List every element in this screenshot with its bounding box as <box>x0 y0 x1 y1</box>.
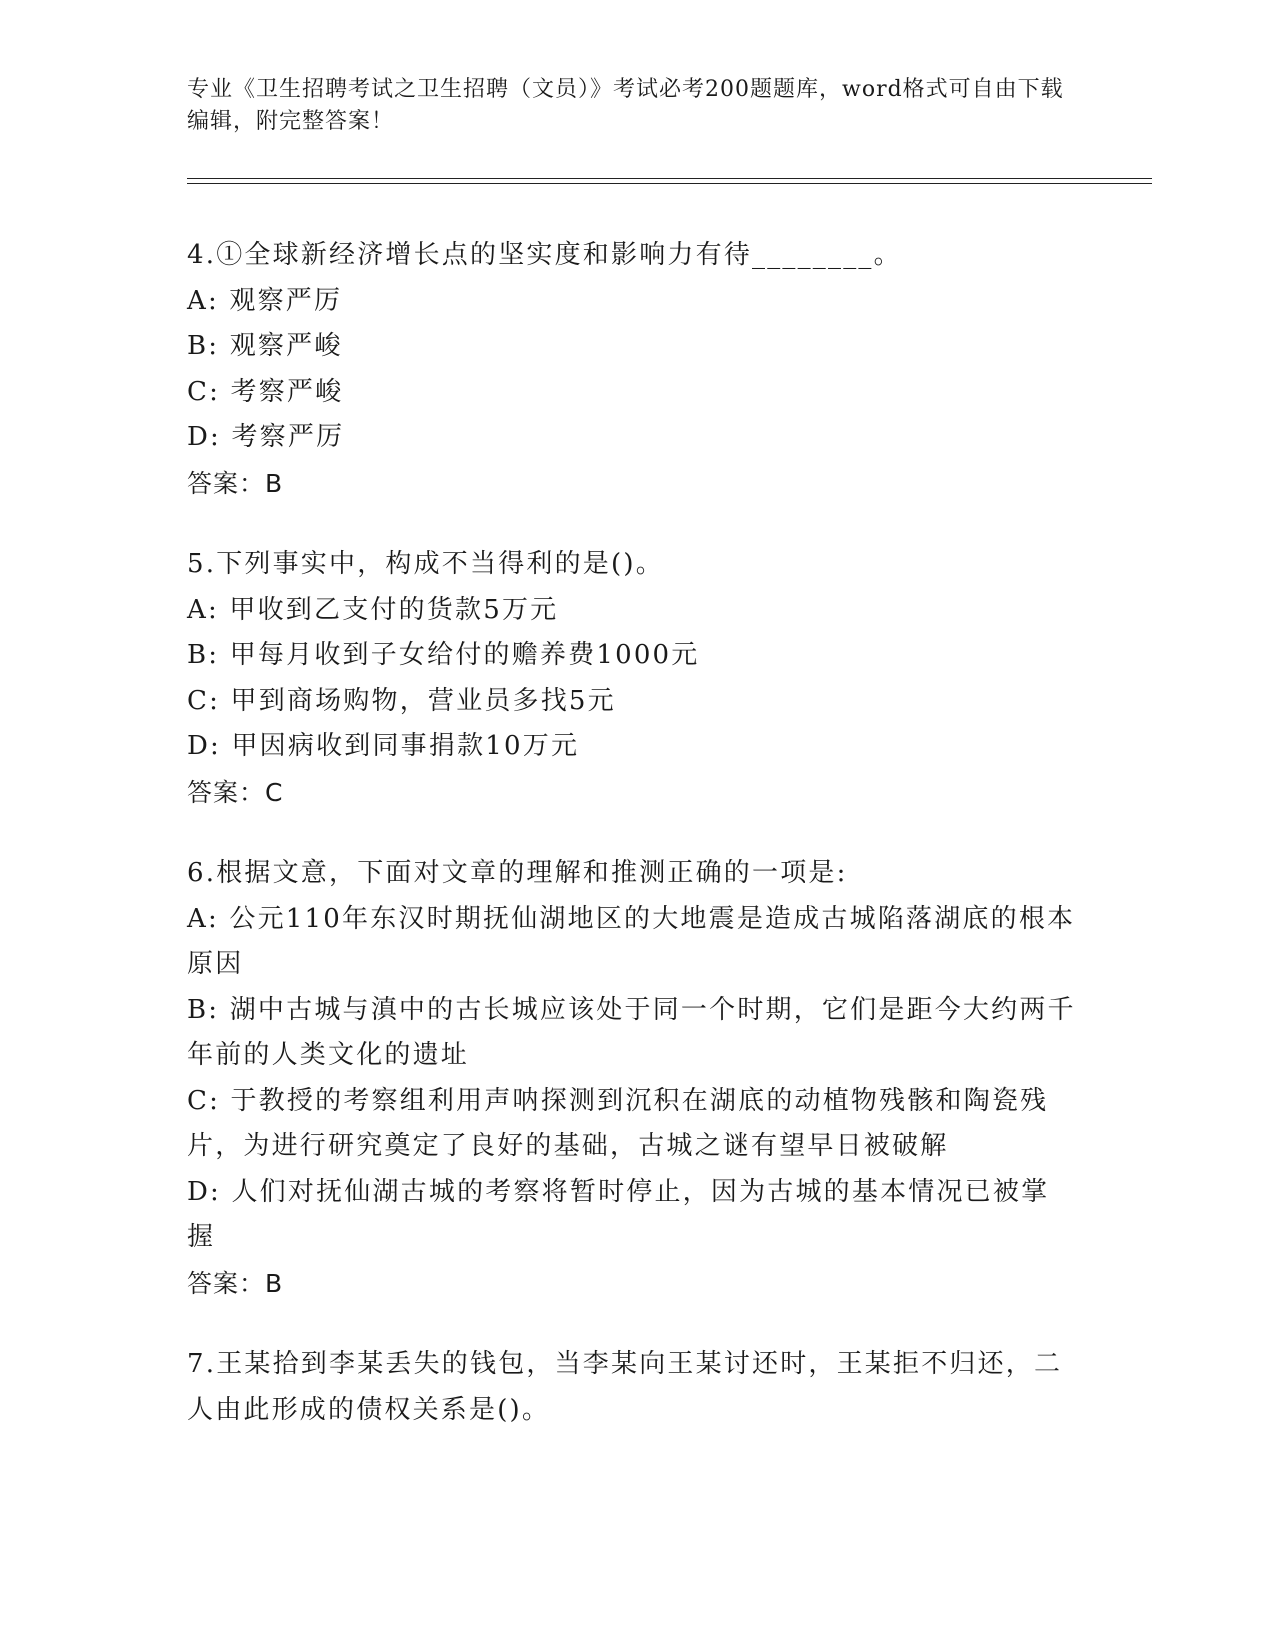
question-list <box>187 233 1077 1469</box>
question-4 <box>187 233 1077 506</box>
answer-line: 答案：B <box>187 1268 284 1298</box>
answer-line: 答案：C <box>187 777 284 807</box>
option-a: A: 甲收到乙支付的货款5万元 <box>187 594 559 625</box>
option-b: B: 甲每月收到子女给付的赡养费1000元 <box>187 640 700 670</box>
option-d: D: 考察严厉 <box>187 422 345 452</box>
question-7 <box>187 1342 1077 1433</box>
option-c: C: 于教授的考察组利用声呐探测到沉积在湖底的动植物残骸和陶瓷残片，为进行研究奠定了良好的基础，古城之谜有望早日被破解 <box>187 1085 1049 1161</box>
question-stem: 4.①全球新经济增长点的坚实度和影响力有待________。 <box>187 240 902 270</box>
option-c: C: 考察严峻 <box>187 376 344 407</box>
question-stem: 5.下列事实中，构成不当得利的是()。 <box>187 549 664 579</box>
option-a: A: 公元110年东汉时期抚仙湖地区的大地震是造成古城陷落湖底的根本原因 <box>187 903 1076 979</box>
question-5 <box>187 542 1077 815</box>
document-header: 专业《卫生招聘考试之卫生招聘（文员）》考试必考200题题库，word格式可自由下载编辑，附完整答案！ <box>187 77 1064 134</box>
option-d: D: 人们对抚仙湖古城的考察将暂时停止，因为古城的基本情况已被掌握 <box>187 1176 1050 1252</box>
question-6 <box>187 851 1077 1306</box>
option-b: B: 湖中古城与滇中的古长城应该处于同一个时期，它们是距今大约两千年前的人类文化的遗址 <box>187 994 1076 1070</box>
question-stem: 7.王某拾到李某丢失的钱包，当李某向王某讨还时，王某拒不归还，二人由此形成的债权关系是()。 <box>187 1349 1063 1425</box>
option-d: D: 甲因病收到同事捐款10万元 <box>187 731 580 761</box>
option-a: A: 观察严厉 <box>187 285 343 316</box>
header-divider-top <box>187 178 1152 179</box>
option-c: C: 甲到商场购物，营业员多找5元 <box>187 685 616 716</box>
header-divider-bottom <box>187 183 1152 184</box>
question-stem: 6.根据文意，下面对文章的理解和推测正确的一项是: <box>187 858 848 888</box>
option-b: B: 观察严峻 <box>187 331 343 361</box>
answer-line: 答案：B <box>187 468 284 498</box>
